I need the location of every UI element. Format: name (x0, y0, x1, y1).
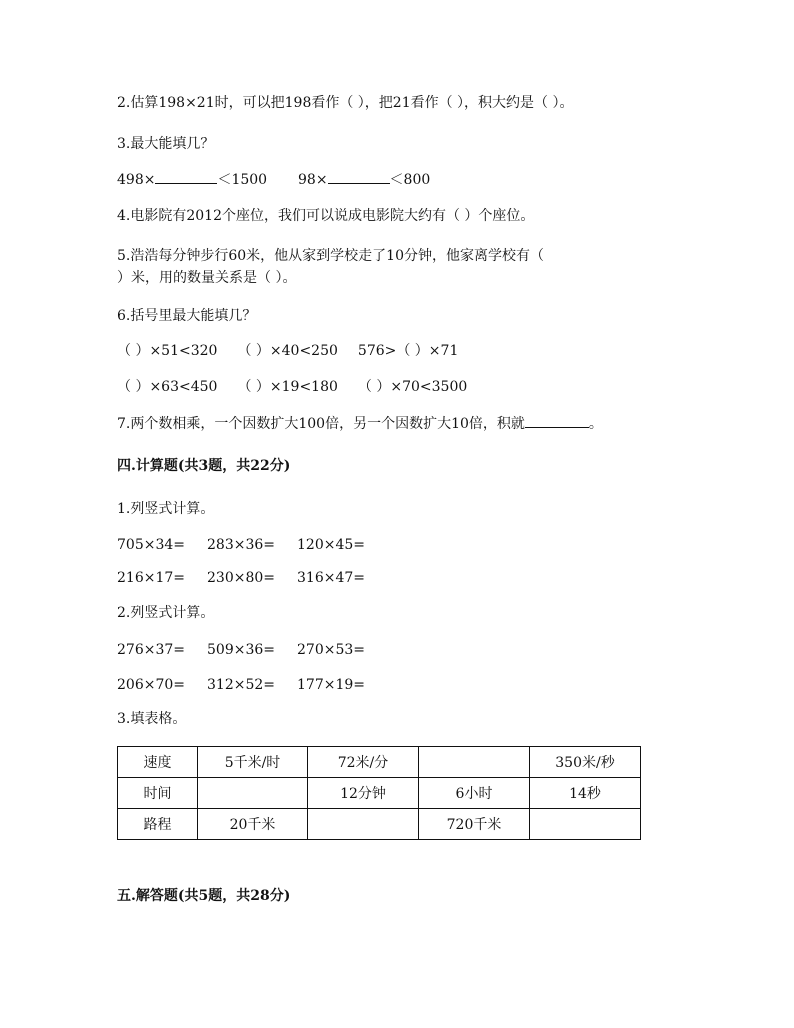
table-row-speed (118, 747, 641, 778)
table-cell[interactable] (419, 747, 530, 778)
speed-time-distance-table (117, 746, 641, 840)
calc-3-title: 3.填表格。 (117, 711, 187, 727)
q3-b-suffix: ＜800 (389, 172, 431, 188)
table-cell: 72米/分 (308, 747, 419, 778)
table-cell: 12分钟 (308, 778, 419, 809)
table-cell: 20千米 (198, 809, 308, 840)
section-5-heading: 五.解答题(共5题，共28分) (117, 888, 291, 904)
calc-item: 705×34= (117, 537, 185, 553)
calc-2-row-1 (117, 640, 365, 660)
calc-item: 270×53= (297, 642, 365, 658)
calc-item: 230×80= (207, 570, 275, 586)
table-cell: 时间 (118, 778, 198, 809)
calc-item: 283×36= (207, 537, 275, 553)
table-cell: 720千米 (419, 809, 530, 840)
answer-blank[interactable] (328, 183, 390, 184)
q6-item: （ ）×19<180 (237, 379, 338, 395)
question-2: 2.估算198×21时，可以把198看作（ ），把21看作（ ），积大约是（ ）。 (117, 95, 574, 111)
q3-a-prefix: 498× (117, 172, 156, 188)
calc-item: 316×47= (297, 570, 365, 586)
calc-item: 216×17= (117, 570, 185, 586)
calc-2-row-2 (117, 675, 365, 695)
table-cell: 5千米/时 (198, 747, 308, 778)
section-4-heading: 四.计算题(共3题，共22分) (117, 458, 291, 474)
table-cell: 速度 (118, 747, 198, 778)
answer-blank[interactable] (155, 183, 217, 184)
question-5-line-2: ）米，用的数量关系是（ ）。 (117, 270, 297, 286)
calc-item: 206×70= (117, 677, 185, 693)
calc-1-title: 1.列竖式计算。 (117, 501, 215, 517)
question-5-line-1: 5.浩浩每分钟步行60米，他从家到学校走了10分钟，他家离学校有（ (117, 248, 544, 264)
calc-item: 276×37= (117, 642, 185, 658)
q6-item: 576>（ ）×71 (357, 343, 459, 359)
calc-2-title: 2.列竖式计算。 (117, 605, 215, 621)
question-3-items (117, 170, 430, 190)
q6-item: （ ）×51<320 (117, 343, 218, 359)
q3-b-prefix: 98× (298, 172, 328, 188)
q6-item: （ ）×70<3500 (357, 379, 468, 395)
table-cell[interactable] (308, 809, 419, 840)
table-cell: 350米/秒 (530, 747, 641, 778)
q7-end: 。 (588, 416, 603, 432)
calc-1-row-1 (117, 535, 365, 555)
calc-item: 509×36= (207, 642, 275, 658)
calc-item: 120×45= (297, 537, 365, 553)
question-6-title: 6.括号里最大能填几？ (117, 308, 257, 324)
q3-a-suffix: ＜1500 (217, 172, 268, 188)
table-cell[interactable] (530, 809, 641, 840)
table-cell: 14秒 (530, 778, 641, 809)
calc-item: 177×19= (297, 677, 365, 693)
question-7 (117, 414, 603, 434)
calc-1-row-2 (117, 568, 365, 588)
table-row-distance (118, 809, 641, 840)
q6-item: （ ）×63<450 (117, 379, 218, 395)
q6-item: （ ）×40<250 (237, 343, 338, 359)
question-6-row-1 (117, 341, 458, 361)
table-cell: 6小时 (419, 778, 530, 809)
question-6-row-2 (117, 377, 467, 397)
question-4: 4.电影院有2012个座位，我们可以说成电影院大约有（ ）个座位。 (117, 208, 535, 224)
table-cell[interactable] (198, 778, 308, 809)
answer-blank[interactable] (525, 427, 589, 428)
question-3-title: 3.最大能填几？ (117, 136, 215, 152)
table-row-time (118, 778, 641, 809)
table-cell: 路程 (118, 809, 198, 840)
q7-text: 7.两个数相乘，一个因数扩大100倍，另一个因数扩大10倍，积就 (117, 416, 525, 432)
calc-item: 312×52= (207, 677, 275, 693)
